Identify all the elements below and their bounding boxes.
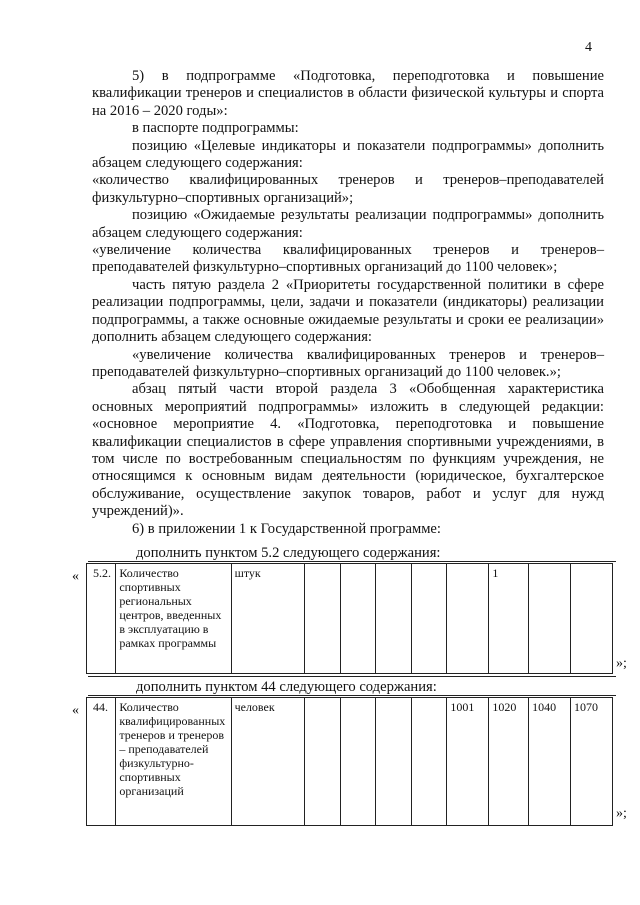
unit-cell: человек bbox=[231, 698, 304, 826]
value-cell bbox=[447, 564, 489, 674]
paragraph: 5) в подпрограмме «Подготовка, переподготовка и повышение квалификации тренеров и специалистов в области физической культуры и спорта на 2016 – 2020 годы»: bbox=[92, 68, 604, 119]
item-number: 44. bbox=[87, 698, 116, 826]
item-number: 5.2. bbox=[87, 564, 116, 674]
paragraph: в паспорте подпрограммы: bbox=[132, 120, 299, 137]
paragraph: «количество квалифицированных тренеров и тренеров–преподавателей физкультурно–спортивных организаций»; bbox=[92, 172, 604, 206]
indicator-table bbox=[86, 697, 613, 826]
value-cell bbox=[529, 564, 571, 674]
open-quote: « bbox=[72, 569, 79, 584]
paragraph: абзац пятый части второй раздела 3 «Обобщенная характеристика основных мероприятий подпрограммы» изложить в следующей редакции: «основное мероприятие 4. «Подготовка, переподготовка и повышение квалификации специалистов в сфере управления спортивными учреждениями, в том числе по востребованным специальностям по функциям учреждения, не относящимся к основным видам деятельности (юридическое, бухгалтерское обслуживание, осуществление закупок товаров, работ и услуг для нужд учреждений)». bbox=[92, 381, 604, 520]
value-cell bbox=[304, 564, 340, 674]
unit-cell: штук bbox=[231, 564, 304, 674]
indicator-table bbox=[86, 563, 613, 674]
value-cell bbox=[411, 698, 447, 826]
value-cell bbox=[376, 564, 412, 674]
divider bbox=[88, 695, 616, 696]
value-cell bbox=[411, 564, 447, 674]
close-quote: »; bbox=[616, 656, 627, 671]
table-row bbox=[87, 564, 613, 674]
value-cell bbox=[571, 564, 613, 674]
value-cell: 1020 bbox=[489, 698, 529, 826]
value-cell bbox=[340, 564, 376, 674]
value-cell: 1001 bbox=[447, 698, 489, 826]
paragraph: «увеличение количества квалифицированных тренеров и тренеров–преподавателей физкультурно–спортивных организаций до 1100 человек.»; bbox=[92, 346, 604, 380]
divider bbox=[88, 561, 616, 562]
paragraph: позицию «Ожидаемые результаты реализации подпрограммы» дополнить абзацем следующего содержания: bbox=[92, 207, 604, 241]
paragraph: «увеличение количества квалифицированных тренеров и тренеров–преподавателей физкультурно–спортивных организаций до 1100 человек»; bbox=[92, 242, 604, 276]
value-cell: 1070 bbox=[571, 698, 613, 826]
value-cell bbox=[340, 698, 376, 826]
section-heading: дополнить пунктом 5.2 следующего содержания: bbox=[136, 545, 441, 561]
section-heading: дополнить пунктом 44 следующего содержания: bbox=[136, 679, 437, 695]
close-quote: »; bbox=[616, 806, 627, 821]
document-body bbox=[92, 68, 604, 538]
value-cell bbox=[376, 698, 412, 826]
paragraph: часть пятую раздела 2 «Приоритеты государственной политики в сфере реализации подпрограммы, цели, задачи и показатели (индикаторы) реализации подпрограммы, а также основные ожидаемые результаты и сроки ее реализации» дополнить абзацем следующего содержания: bbox=[92, 276, 604, 346]
paragraph: 6) в приложении 1 к Государственной программе: bbox=[132, 520, 441, 537]
indicator-name: Количество квалифицированных тренеров и тренеров – преподавателей физкультурно-спортивных организаций bbox=[116, 698, 231, 826]
value-cell bbox=[304, 698, 340, 826]
value-cell: 1040 bbox=[529, 698, 571, 826]
table-row bbox=[87, 698, 613, 826]
indicator-name: Количество спортивных региональных центров, введенных в эксплуатацию в рамках программы bbox=[116, 564, 231, 674]
value-cell: 1 bbox=[489, 564, 529, 674]
divider bbox=[88, 676, 616, 677]
paragraph: позицию «Целевые индикаторы и показатели подпрограммы» дополнить абзацем следующего содержания: bbox=[92, 137, 604, 172]
page-number: 4 bbox=[585, 40, 592, 55]
open-quote: « bbox=[72, 703, 79, 718]
